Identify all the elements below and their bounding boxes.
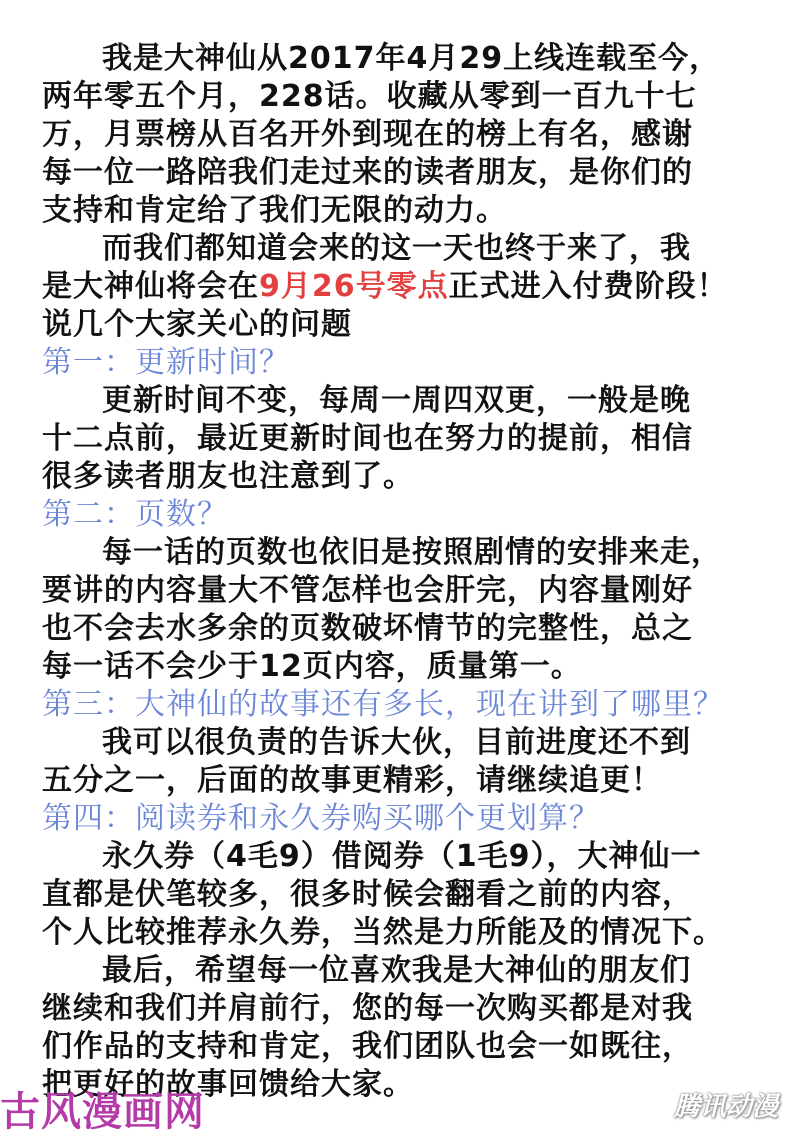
paragraph-line <box>42 268 770 306</box>
platform-watermark-logo: 腾讯动漫 <box>673 1092 778 1122</box>
paragraph-line: 继续和我们并肩前行，您的每一次购买都是对我 <box>42 991 693 1026</box>
text-segment: 正式进入付费阶段！ <box>448 269 728 304</box>
paragraph-line: 永久券（4毛9）借阅券（1毛9），大神仙一 <box>102 839 702 874</box>
site-watermark-logo: 古风漫画网 <box>0 1089 205 1135</box>
paragraph-line: 把更好的故事回馈给大家。 <box>42 1067 414 1102</box>
paragraph-line: 最后，希望每一位喜欢我是大神仙的朋友们 <box>102 953 691 988</box>
section-heading: 第一：更新时间？ <box>42 345 290 380</box>
paragraph-line: 我可以很负责的告诉大伙，目前进度还不到 <box>102 725 691 760</box>
paragraph-line: 每一话不会少于12页内容，质量第一。 <box>42 649 582 684</box>
text-segment: 是大神仙将会在 <box>42 269 259 304</box>
paragraph-line: 也不会去水多余的页数破坏情节的完整性，总之 <box>42 611 693 646</box>
paragraph-line: 两年零五个月，228话。收藏从零到一百九十七 <box>42 79 697 114</box>
paragraph-line: 每一位一路陪我们走过来的读者朋友，是你们的 <box>42 155 693 190</box>
section-heading: 第三：大神仙的故事还有多长，现在讲到了哪里？ <box>42 687 724 722</box>
paragraph-line: 直都是伏笔较多，很多时候会翻看之前的内容， <box>42 877 693 912</box>
paragraph-line: 要讲的内容量大不管怎样也会肝完，内容量刚好 <box>42 573 693 608</box>
announcement-text <box>42 40 770 1104</box>
paywall-date-highlight: 9月26号零点 <box>259 269 449 304</box>
section-heading: 第二：页数？ <box>42 497 228 532</box>
paragraph-line: 十二点前，最近更新时间也在努力的提前，相信 <box>42 421 693 456</box>
paragraph-line: 而我们都知道会来的这一天也终于来了，我 <box>102 231 691 266</box>
paragraph-line: 很多读者朋友也注意到了。 <box>42 459 414 494</box>
paragraph-line: 更新时间不变，每周一周四双更，一般是晚 <box>102 383 691 418</box>
paragraph-line: 们作品的支持和肯定，我们团队也会一如既往， <box>42 1029 693 1064</box>
paragraph-line: 个人比较推荐永久券，当然是力所能及的情况下。 <box>42 915 724 950</box>
section-heading: 第四：阅读券和永久券购买哪个更划算？ <box>42 801 600 836</box>
paragraph-line: 每一话的页数也依旧是按照剧情的安排来走， <box>102 535 722 570</box>
paragraph-line: 说几个大家关心的问题 <box>42 307 352 342</box>
paragraph-line: 支持和肯定给了我们无限的动力。 <box>42 193 507 228</box>
paragraph-line: 万，月票榜从百名开外到现在的榜上有名，感谢 <box>42 117 693 152</box>
paragraph-line: 五分之一，后面的故事更精彩，请继续追更！ <box>42 763 662 798</box>
paragraph-line: 我是大神仙从2017年4月29上线连载至今， <box>102 41 721 76</box>
